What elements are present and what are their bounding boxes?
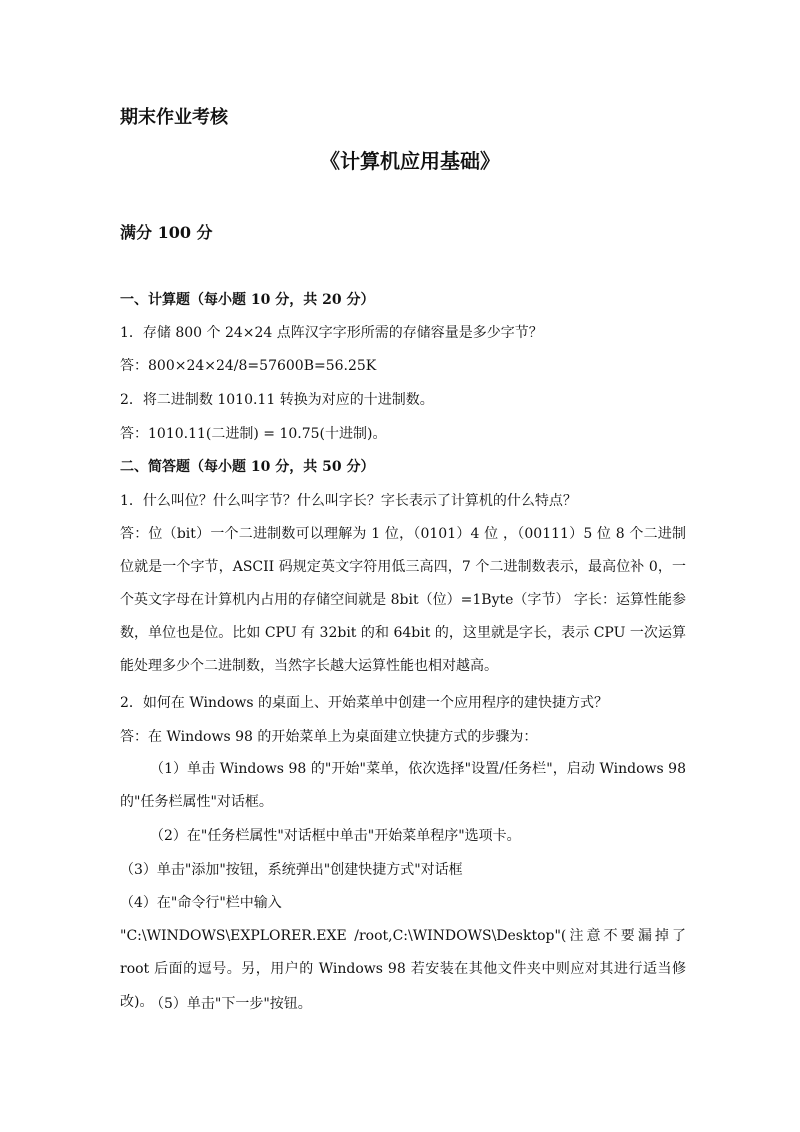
section2-answer-2-intro: 答：在 Windows 98 的开始菜单上为桌面建立快捷方式的步骤为： (120, 729, 538, 745)
subject-title: 《计算机应用基础》 (320, 149, 500, 173)
section2-question-2: 2．如何在 Windows 的桌面上、开始菜单中创建一个应用程序的建快捷方式？ (120, 695, 609, 711)
step-4: （4）在"命令行"栏中输入 (120, 895, 282, 911)
step-5: （5）单击"下一步"按钮。 (150, 996, 312, 1012)
full-score: 满分 100 分 (120, 223, 213, 242)
section1-question-2: 2．将二进制数 1010.11 转换为对应的十进制数。 (120, 392, 434, 408)
step-3: （3）单击"添加"按钮，系统弹出"创建快捷方式"对话框 (120, 862, 463, 878)
section1-answer-2: 答：1010.11(二进制) = 10.75(十进制)。 (120, 426, 387, 442)
section2-question-1: 1．什么叫位？什么叫字节？什么叫字长？字长表示了计算机的什么特点？ (120, 493, 577, 509)
section2-heading: 二、简答题（每小题 10 分，共 50 分） (120, 459, 375, 475)
doc-title: 期末作业考核 (120, 107, 228, 128)
step-1: （1）单击 Windows 98 的"开始"菜单，依次选择"设置/任务栏"，启动 Windows 98 的"任务栏属性"对话框。 (120, 761, 686, 810)
section1-question-1: 1．存储 800 个 24×24 点阵汉字字形所需的存储容量是多少字节？ (120, 325, 543, 341)
section1-answer-1: 答：800×24×24/8=57600B=56.25K (120, 358, 377, 374)
section2-answer-1: 答：位（bit）一个二进制数可以理解为 1 位，（0101）4 位 ，（00111）5 位 8 个二进制位就是一个字节，ASCII 码规定英文字符用低三高四，7 个二进制数表示，最高位补 0，一个英文字母在计算机内占用的存储空间就是 8bit（位）=1Byte（字节） 字长：运算性能参数，单位也是位。比如 CPU 有 32bit 的和 64bit 的，这里就是字长，表示 CPU 一次运算能处理多少个二进制数，当然字长越大运算性能也相对越高。 (120, 526, 686, 674)
section1-heading: 一、计算题（每小题 10 分，共 20 分） (120, 292, 375, 308)
step-4-command: "C:\WINDOWS\EXPLORER.EXE /root,C:\WINDOWS\Desktop"(注意不要漏掉了 root 后面的逗号。另，用户的 Windows 98 若安装在其他文件夹中则应对其进行适当修改)。 (120, 928, 686, 1010)
step-2: （2）在"任务栏属性"对话框中单击"开始菜单程序"选项卡。 (150, 828, 521, 844)
